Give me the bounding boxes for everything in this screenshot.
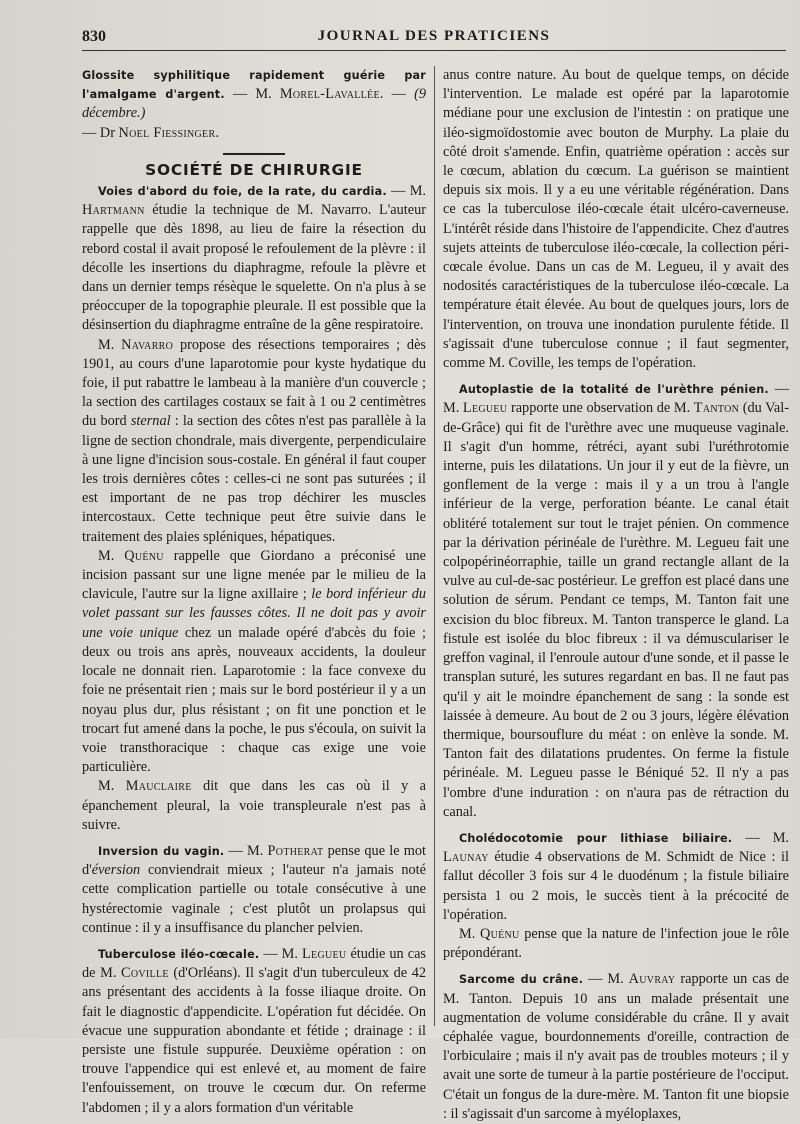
author-name: Quénu: [124, 547, 164, 564]
paragraph: M. Quénu pense que la nature de l'infection joue le rôle prépondérant.: [443, 925, 789, 962]
article-sarcome: Sarcome du crâne. — M. Auvray rapporte un cas de M. Tanton. Depuis 10 ans un malade présentait une augmentation de volume considérable du crâne. Il y avait céphalée vague, bourdonnements d'oreille, contraction de l'orbiculaire ; mais il n'y avait pas de troubles moteurs ; il y avait une sorte de tumeur à la partie postérieure de l'occiput. C'était un fongus de la dure-mère. M. Tanton fit une biopsie : il s'agissait d'un sarcome à myéloplaxes,: [443, 971, 789, 1122]
author-name: Quénu: [479, 925, 520, 942]
article-glossite: Glossite syphilitique rapidement guérie par l'amalgame d'argent. — M. Morel-Lavallée. — (9 décembre.) — Dr Noel Fiessinger.: [82, 69, 426, 141]
paragraph: M. Quénu rappelle que Giordano a préconisé une incision passant sur une ligne menée par le milieu de la clavicule, l'autre sur la ligne axillaire ; le bord inférieur du volet passant sur les fausses côtes. Il ne doit pas y avoir une voie unique chez un malade opéré d'abcès du foie ; deux ou trois ans après, nouveaux accidents, la douleur locale ne donnait rien. Laparotomie : la face convexe du foie ne présentait rien ; mais sur le bord postérieur il y a un noyau plus dur, plus résistant ; on fit une ponction et le trocart fut amené dans la poche, le pus s'écoula, on suivit la voie transthoracique : chaque cas exige une voie particulière.: [82, 547, 427, 776]
author-name: Navarro: [121, 336, 174, 353]
left-column: [82, 66, 426, 1118]
running-title: JOURNAL DES PRATICIENS: [317, 28, 551, 44]
author-name: Auvray: [628, 971, 676, 988]
article-inversion: Inversion du vagin. — M. Potherat pense que le mot d'éversion conviendrait mieux ; l'auteur n'a jamais noté cette complication partielle ou totale consécutive à une hystérectomie vaginale ; c'est plutôt un prolapsus qui continue : il y a insuffisance du plancher pelvien.: [82, 842, 426, 936]
meeting-date: (9 décembre.): [82, 86, 426, 122]
section-rule: [223, 153, 285, 155]
paragraph: M. Navarro propose des résections temporaires ; dès 1901, au cours d'une laparotomie pour kyste hydatique du foie, il put rabattre le lambeau à la manière d'un couvercle ; la section des cartilages costaux se fait à 1 ou 2 centimètres du bord sternal : la section des côtes n'est pas parallèle à la ligne de section chondrale, mais divergente, perpendiculaire à une ligne d'incision sous-costale. En général il faut couper les trois dernières côtes : celles-ci ne sont pas suturées ; il est important de ne pas trop déchirer les muscles intercostaux. Cette technique peut être suivie dans le traitement des plaies spléniques, hépatiques.: [82, 336, 426, 545]
author-name: Potherat: [267, 842, 324, 859]
section-title: SOCIÉTÉ DE CHIRURGIE: [145, 160, 363, 179]
article-tuberculose-continued: anus contre nature. Au bout de quelque temps, on décide l'intervention. Le malade est opéré par la laparotomie médiane pour une exclusion de l'intestin : on pratique une iléo-sigmoïdostomie avec bouton de Murphy. La plaie du côté droit s'amende. Enfin, quatrième opération : accès sur le cœcum, ablation du cœcum. La guérison se maintient depuis six mois. Il y a eu une véritable régénération. Dans ce cas la tuberculose iléo-cœcale était ulcéro-caverneuse. L'intérêt réside dans l'histoire de l'appendicite. Chez d'autres sujets atteints de tuberculose iléo-cœcale, la collection péri-cœcale évolue. Dans un cas de M. Legueu, il y avait des nodosités caractéristiques de la tuberculose iléo-cœcale. La température était élevée. Au bout de quelques jours, lors de l'intervention, on trouva une inondation purulente fétide. Il s'agissait d'une tuberculose connue ; il faut segmenter, comme M. Coville, les temps de l'opération.: [443, 67, 789, 372]
article-title: Autoplastie de la totalité de l'urèthre pénien.: [459, 383, 769, 397]
author-name: Legueu: [302, 945, 347, 962]
author-name: Morel-Lavallée: [279, 86, 380, 103]
article-title: Sarcome du crâne.: [459, 973, 584, 987]
author-name: Legueu: [462, 400, 508, 417]
article-autoplastie: Autoplastie de la totalité de l'urèthre pénien. — M. Legueu rapporte une observation de M. Tanton (du Val-de-Grâce) qui fit de l'urèthre avec une muqueuse vaginale. Il s'agit d'un homme, rétréci, ayant subi l'uréthrotomie interne, puis les dilatations. Un jour il y eut de la fièvre, un gonflement de la verge : mais il y a un trou à l'angle inférieur de la verge, perforation béante. Le canal était oblitéré totalement sur tout le trajet pénien. On commence par la dérivation périnéale de l'urèthre. M. Legueu fait une colpopérinéorraphie, taille un grand rectangle allant de la vulve au cul-de-sac postérieur. Le greffon est placé dans une solution de sérum. Pendant ce temps, M. Tanton fait une excision du bloc fibreux. M. Tanton transperce le gland. La fistule est isolée du bloc fibreux : il va démusculariser le greffon vaginal, il l'enroule autour d'une sonde, et il passe le transplan suturé, les sutures regardant en bas. Il ne faut pas qu'il y ait le moindre épanchement de sang : la sonde est laissée à demeure. Au bout de 2 ou 3 jours, légère élévation thermique, boursouflure du méat : on enlève la sonde. M. Tanton fait des dilatations prudentes. On ferme la fistule périnéale. M. Legueu passe le Béniqué 52. Il n'y a pas l'ombre d'une induration : on n'aura pas de rétraction du canal.: [443, 381, 789, 820]
right-column: [443, 66, 789, 1124]
author-name: Launay: [443, 849, 489, 866]
article-title: Inversion du vagin.: [98, 844, 225, 858]
article-title: Glossite syphilitique rapidement guérie par l'amalgame d'argent.: [82, 69, 426, 102]
article-title: Voies d'abord du foie, de la rate, du cardia.: [98, 185, 387, 199]
author-name: Hartmann: [82, 202, 145, 219]
article-title: Tuberculose iléo-cœcale.: [98, 947, 260, 961]
signature: Noel Fiessinger: [118, 124, 216, 141]
page-header: [82, 20, 786, 51]
column-divider: [434, 66, 435, 1026]
paragraph: M. Mauclaire dit que dans les cas où il y a épanchement pleural, la voie transpleurale n'est pas à suivre.: [82, 778, 426, 833]
author-name: Tanton: [693, 400, 740, 417]
page-number: 830: [82, 28, 106, 45]
article-choledocotomie: Cholédocotomie pour lithiase biliaire. — M. Launay étudie 4 observations de M. Schmidt de Nice : il fallut décoller 3 fois sur 4 le duodénum ; la fistule biliaire persista 1 ou 2 mois, le succès tient à la précocité de l'opération.: [443, 829, 790, 923]
author-name: Coville: [121, 965, 169, 982]
article-voies: Voies d'abord du foie, de la rate, du cardia. — M. Hartmann étudie la technique de M. Navarro. L'auteur rappelle que dès 1898, au lieu de faire la résection du rebord costal il avait proposé le refoulement de la plèvre : il décolle les insertions du diaphragme, refoule la plèvre et dans un dernier temps résèque le squelette. On n'a plus à se préoccuper de la topographie pleurale. Il est possible que la désinsertion du diaphragme entraîne de la gêne respiratoire.: [82, 183, 426, 334]
article-title: Cholédocotomie pour lithiase biliaire.: [459, 831, 733, 845]
article-tuberculose: Tuberculose iléo-cœcale. — M. Legueu étudie un cas de M. Coville (d'Orléans). Il s'agit d'un tuberculeux de 42 ans présentant des accidents à la fosse iliaque droite. On fait le diagnostic d'appendicite. L'opération fut décidée. On évacue une suppuration abondante et fétide ; drainage : il persiste une fistule suppurée. Deuxième opération : on trouve l'appendice qui est enlevé et, au moment de faire l'enfouissement, on trouve le cœcum dur. On referme l'abdomen ; il y a alors formation d'un véritable: [82, 945, 426, 1116]
author-name: Mauclaire: [125, 778, 192, 795]
